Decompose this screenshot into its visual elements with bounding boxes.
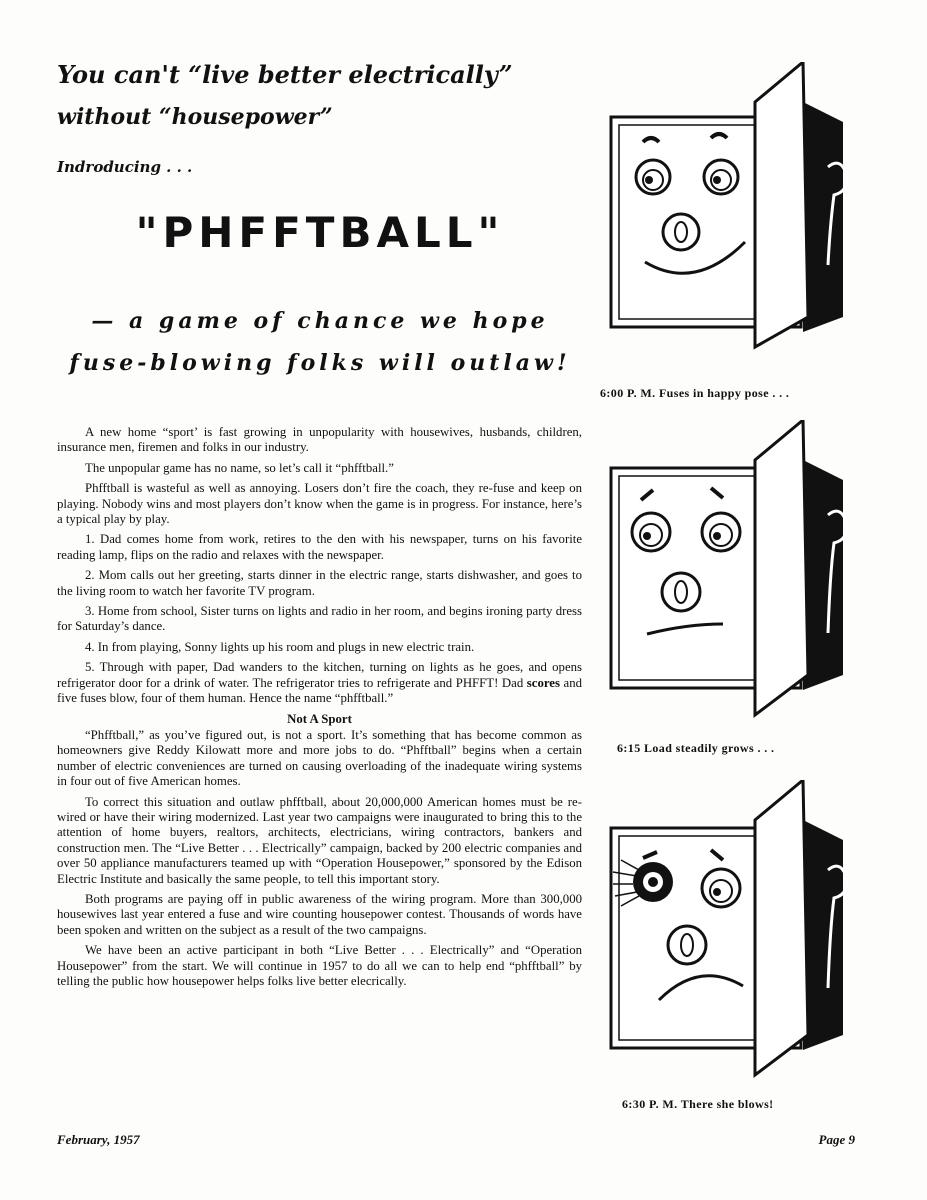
headline-line-1: You can't “live better electrically”: [57, 60, 513, 89]
paragraph-part: 5. Through with paper, Dad wanders to the kitchen, turning on lights as he goes, and opens refrigerator door for a drink of water. The refrigerator tries to refrigerate and PHFFT! Dad: [57, 660, 582, 690]
subtitle-line-1: — a game of chance we hope: [91, 308, 549, 334]
paragraph: 3. Home from school, Sister turns on lights and radio in her room, and begins ironing party dress for Saturday’s dance.: [57, 604, 582, 634]
page-number: Page 9: [818, 1132, 855, 1147]
bold-word: scores: [526, 675, 560, 690]
intro-text: Indroducing . . .: [57, 158, 193, 176]
caption-2: 6:15 Load steadily grows . . .: [617, 741, 775, 755]
paragraph: Both programs are paying off in public awareness of the wiring program. More than 300,000 housewives last year entered a fuse and wire counting housepower contest. Thousands of words have been spoken and written on the subject as a result of the two campaigns.: [57, 891, 582, 937]
paragraph: 4. In from playing, Sonny lights up his room and plugs in new electric train.: [85, 639, 475, 654]
caption-3: 6:30 P. M. There she blows!: [622, 1097, 774, 1111]
paragraph: The unpopular game has no name, so let’s call it “phfftball.”: [85, 460, 394, 475]
paragraph: 1. Dad comes home from work, retires to the den with his newspaper, turns on his favorite reading lamp, flips on the radio and relaxes with the newspaper.: [57, 532, 582, 562]
section-heading: Not A Sport: [287, 711, 352, 726]
article-body: [57, 425, 582, 994]
paragraph: [57, 660, 582, 706]
footer-date: February, 1957: [57, 1132, 140, 1147]
paragraph: To correct this situation and outlaw phfftball, about 20,000,000 American homes must be re-wired or have their wiring modernized. Last year two campaigns were inaugurated to bring this to the attention of home buyers, realtors, architects, electricians, wiring contractors, bankers and construction men. The “Live Better . . . Electrically” campaign, backed by 200 electric companies and over 50 appliance manufacturers teamed up with “Operation Housepower,” sponsored by the Edison Electric Institute and basically the same people, to tell this important story.: [57, 794, 582, 886]
subtitle-line-2: fuse-blowing folks will outlaw!: [69, 350, 571, 376]
paragraph: 2. Mom calls out her greeting, starts dinner in the electric range, starts dishwasher, and goes to the living room to watch her favorite TV program.: [57, 568, 582, 598]
caption-1: 6:00 P. M. Fuses in happy pose . . .: [600, 386, 790, 400]
article-title: "PHFFTBALL": [135, 208, 505, 257]
worried-fuse-box-illustration: [603, 420, 858, 730]
paragraph: A new home “sport’ is fast growing in unpopularity with housewives, husbands, children, insurance men, firemen and folks in our industry.: [57, 425, 582, 455]
blown-fuse-box-illustration: [603, 780, 858, 1090]
paragraph: Phfftball is wasteful as well as annoying. Losers don’t fire the coach, they re-fuse and keep on playing. Nobody wins and most players don’t know when the game is in progress. For instance, here’s a typical play by play.: [57, 481, 582, 527]
paragraph-part: and five fuses blow, four of them human. Hence the name “phfftball.”: [57, 675, 582, 706]
happy-fuse-box-illustration: [603, 62, 858, 372]
headline-line-2: without “housepower”: [57, 104, 333, 130]
paragraph: We have been an active participant in both “Live Better . . . Electrically” and “Operation Housepower” from the start. We will continue in 1957 to do all we can to help end “phfftball” by telling the public how housepower helps folks live better elecrically.: [57, 943, 582, 988]
paragraph: “Phfftball,” as you’ve figured out, is not a sport. It’s something that has become common as homeowners give Reddy Kilowatt more and more jobs to do. “Phfftball” begins when a certain number of electric conveniences are turned on causing overloading of the inadequate wiring systems in four out of five American homes.: [57, 727, 582, 789]
